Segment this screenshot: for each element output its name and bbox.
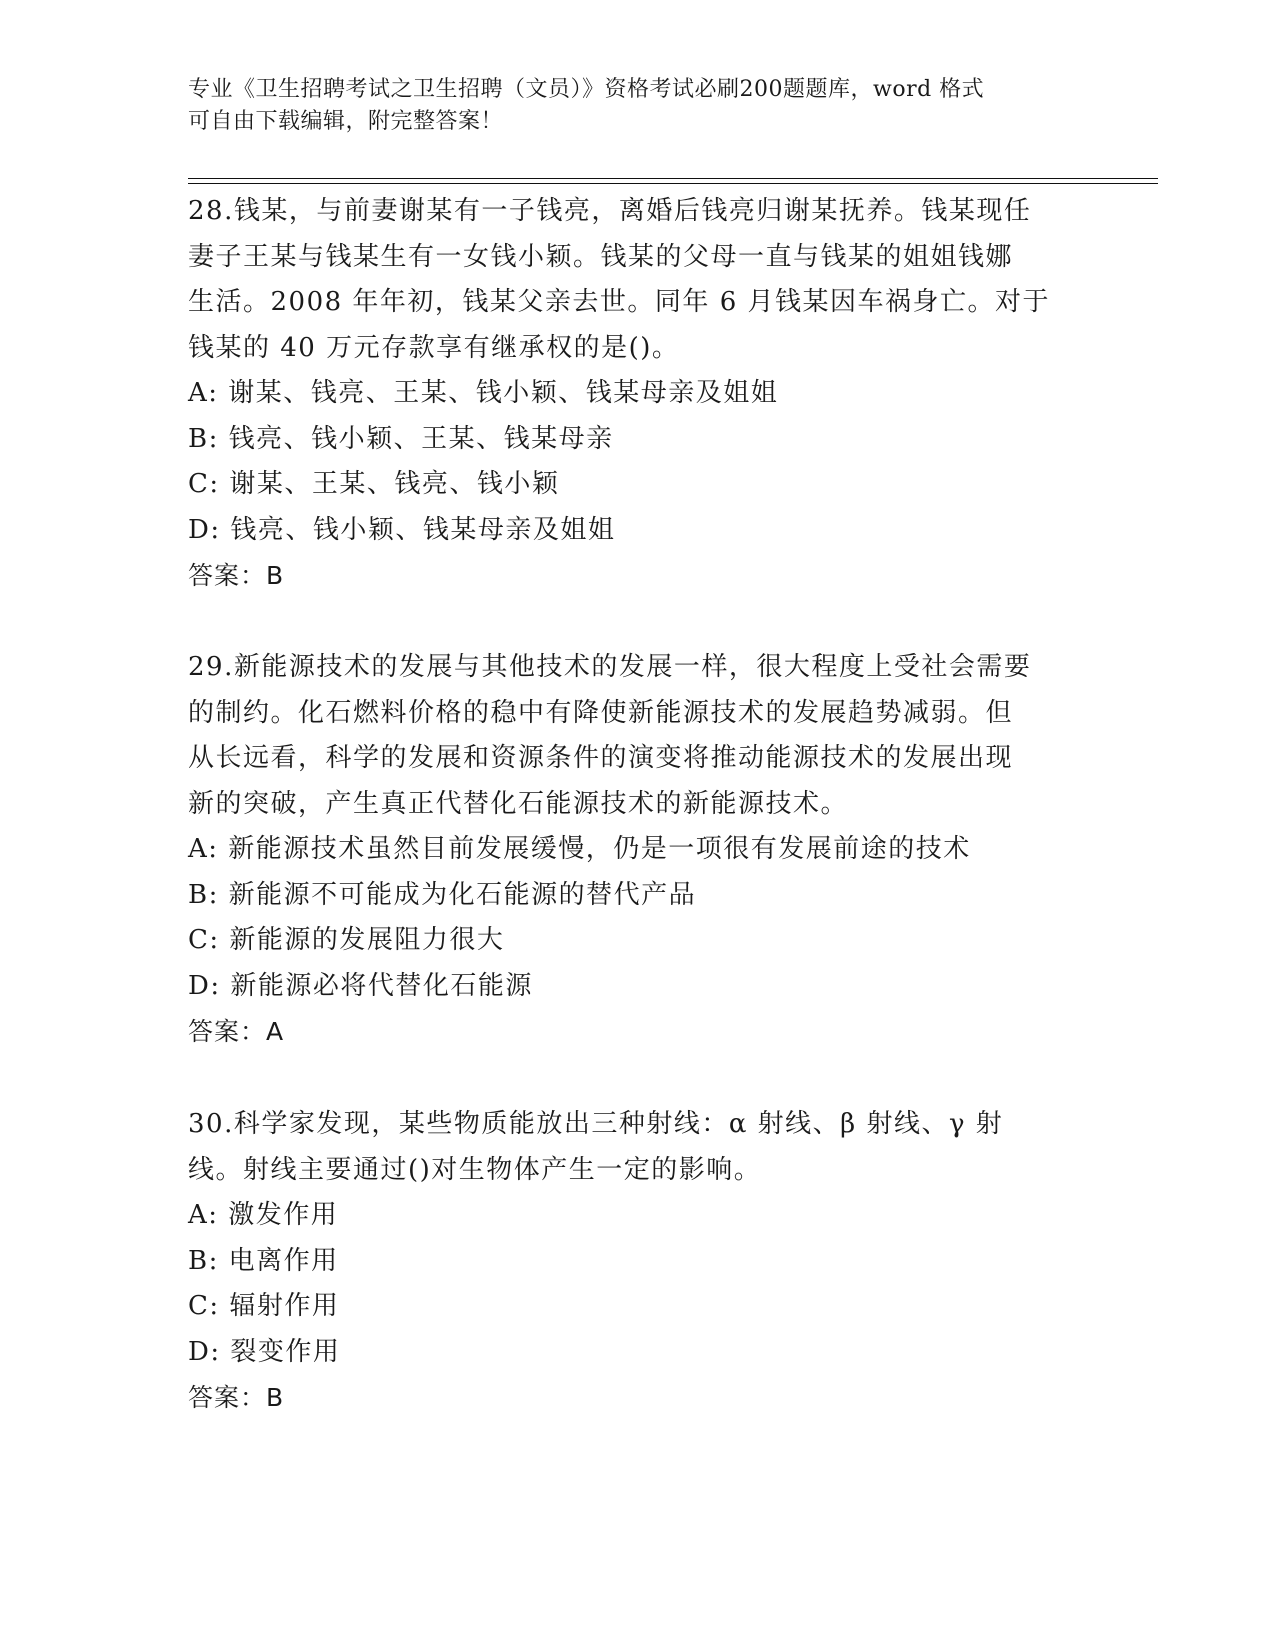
option-d: D: 裂变作用 — [188, 1336, 341, 1367]
option-c: C: 新能源的发展阻力很大 — [188, 925, 505, 955]
document-header — [188, 74, 1088, 138]
option-b: B: 新能源不可能成为化石能源的替代产品 — [188, 879, 697, 910]
option-b: B: 电离作用 — [188, 1245, 339, 1276]
question-stem-line: 线。射线主要通过()对生物体产生一定的影响。 — [188, 1154, 762, 1185]
question-stem-line: 30.科学家发现，某些物质能放出三种射线：α 射线、β 射线、γ 射 — [188, 1109, 1004, 1139]
question-stem-line: 钱某的 40 万元存款享有继承权的是()。 — [188, 332, 680, 363]
question-number: 30. — [188, 1109, 234, 1139]
header-divider-top — [188, 178, 1158, 179]
option-b: B: 钱亮、钱小颖、王某、钱某母亲 — [188, 423, 614, 454]
question-stem-line: 28.钱某，与前妻谢某有一子钱亮，离婚后钱亮归谢某抚养。钱某现任 — [188, 196, 1032, 226]
header-divider-bottom — [188, 183, 1158, 184]
option-a: A: 新能源技术虽然目前发展缓慢，仍是一项很有发展前途的技术 — [188, 834, 971, 864]
option-c: C: 辐射作用 — [188, 1291, 340, 1321]
question-stem-line: 的制约。化石燃料价格的稳中有降使新能源技术的发展趋势减弱。但 — [188, 697, 1014, 728]
question-stem-line: 新的突破，产生真正代替化石能源技术的新能源技术。 — [188, 788, 849, 819]
answer-line: 答案：B — [188, 561, 285, 590]
header-line-2: 可自由下载编辑，附完整答案！ — [188, 109, 504, 134]
question-stem-line: 从长远看，科学的发展和资源条件的演变将推动能源技术的发展出现 — [188, 743, 1014, 773]
option-d: D: 钱亮、钱小颖、钱某母亲及姐姐 — [188, 514, 616, 545]
option-c: C: 谢某、王某、钱亮、钱小颖 — [188, 469, 560, 499]
option-a: A: 激发作用 — [188, 1200, 339, 1230]
question-stem-line: 29.新能源技术的发展与其他技术的发展一样，很大程度上受社会需要 — [188, 652, 1032, 682]
answer-line: 答案：A — [188, 1017, 285, 1046]
header-line-1: 专业《卫生招聘考试之卫生招聘（文员）》资格考试必刷200题题库，word 格式 — [188, 77, 985, 102]
answer-line: 答案：B — [188, 1383, 285, 1412]
question-30 — [188, 1102, 1088, 1421]
option-d: D: 新能源必将代替化石能源 — [188, 970, 533, 1001]
question-stem-line: 妻子王某与钱某生有一女钱小颖。钱某的父母一直与钱某的姐姐钱娜 — [188, 241, 1014, 272]
question-stem-line: 生活。2008 年年初，钱某父亲去世。同年 6 月钱某因车祸身亡。对于 — [188, 287, 1051, 317]
question-number: 28. — [188, 196, 234, 226]
question-number: 29. — [188, 652, 234, 682]
question-29 — [188, 645, 1088, 1055]
option-a: A: 谢某、钱亮、王某、钱小颖、钱某母亲及姐姐 — [188, 378, 779, 408]
question-28 — [188, 189, 1088, 599]
